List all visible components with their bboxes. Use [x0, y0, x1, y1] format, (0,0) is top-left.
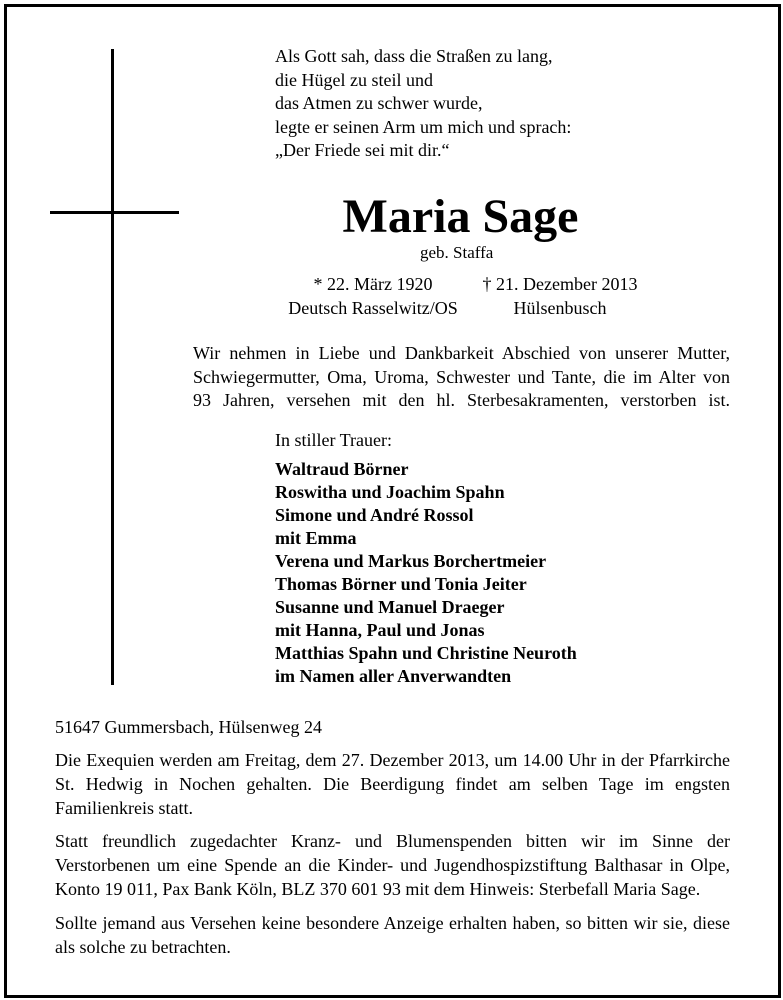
- intro-line: Wir nehmen in Liebe und Dankbarkeit Abschied von unserer Mutter,: [193, 343, 730, 363]
- notice-info: [55, 911, 730, 959]
- mourner-name: mit Hanna, Paul und Jonas: [275, 620, 485, 640]
- donation-info: [55, 829, 730, 901]
- intro-line: Schwiegermutter, Oma, Uroma, Schwester und Tante, die im Alter von: [193, 366, 730, 387]
- poem-line: die Hügel zu steil und: [275, 69, 433, 90]
- funeral-line: Familienkreis statt.: [55, 798, 193, 818]
- notice-line: Sollte jemand aus Versehen keine besondere Anzeige erhalten haben, so bitten wir sie, diese: [55, 913, 730, 933]
- donation-line: Statt freundlich zugedachter Kranz- und Blumenspenden bitten wir im Sinne der: [55, 831, 730, 851]
- death-place: Hülsenbusch: [513, 298, 607, 318]
- mourners-title: In stiller Trauer:: [275, 430, 392, 450]
- mourner-name: Thomas Börner und Tonia Jeiter: [275, 574, 527, 594]
- deceased-name: Maria Sage: [342, 190, 579, 243]
- mourner-name: mit Emma: [275, 528, 357, 548]
- poem-line: Als Gott sah, dass die Straßen zu lang,: [275, 46, 553, 66]
- birth-date: * 22. März 1920: [313, 274, 433, 294]
- mourners-list: [275, 458, 577, 688]
- mourner-name: im Namen aller Anverwandten: [275, 666, 512, 686]
- mourner-name: Verena und Markus Borchertmeier: [275, 551, 547, 571]
- death-date: † 21. Dezember 2013: [482, 274, 638, 294]
- poem: [275, 45, 571, 163]
- family-address: 51647 Gummersbach, Hülsenweg 24: [55, 717, 322, 737]
- donation-line: Verstorbenen um eine Spende an die Kinder- und Jugendhospizstiftung Balthasar in Olpe,: [55, 855, 730, 875]
- death-info: [470, 272, 650, 320]
- poem-line: legte er seinen Arm um mich und sprach:: [275, 116, 572, 137]
- poem-line: das Atmen zu schwer wurde,: [275, 93, 483, 113]
- birth-info: [283, 272, 463, 320]
- donation-line: Konto 19 011, Pax Bank Köln, BLZ 370 601 93 mit dem Hinweis: Sterbefall Maria Sage.: [55, 879, 701, 899]
- notice-line: als solche zu betrachten.: [55, 937, 231, 957]
- cross-icon-vertical: [111, 49, 114, 685]
- funeral-line: Die Exequien werden am Freitag, dem 27. Dezember 2013, um 14.00 Uhr in der Pfarrkirche: [55, 750, 730, 770]
- mourner-name: Waltraud Börner: [275, 459, 409, 479]
- mourner-name: Roswitha und Joachim Spahn: [275, 482, 505, 502]
- poem-line: „Der Friede sei mit dir.“: [275, 140, 450, 160]
- funeral-info: [55, 748, 730, 820]
- mourner-name: Susanne und Manuel Draeger: [275, 597, 505, 617]
- intro-text: [193, 342, 730, 413]
- birth-place: Deutsch Rasselwitz/OS: [288, 298, 458, 318]
- intro-line: 93 Jahren, versehen mit den hl. Sterbesakramenten, verstorben ist.: [193, 390, 730, 410]
- mourner-name: Matthias Spahn und Christine Neuroth: [275, 643, 577, 663]
- funeral-line: St. Hedwig in Nochen gehalten. Die Beerdigung findet am selben Tage im engsten: [55, 774, 730, 794]
- mourner-name: Simone und André Rossol: [275, 505, 474, 525]
- maiden-name: geb. Staffa: [420, 243, 494, 262]
